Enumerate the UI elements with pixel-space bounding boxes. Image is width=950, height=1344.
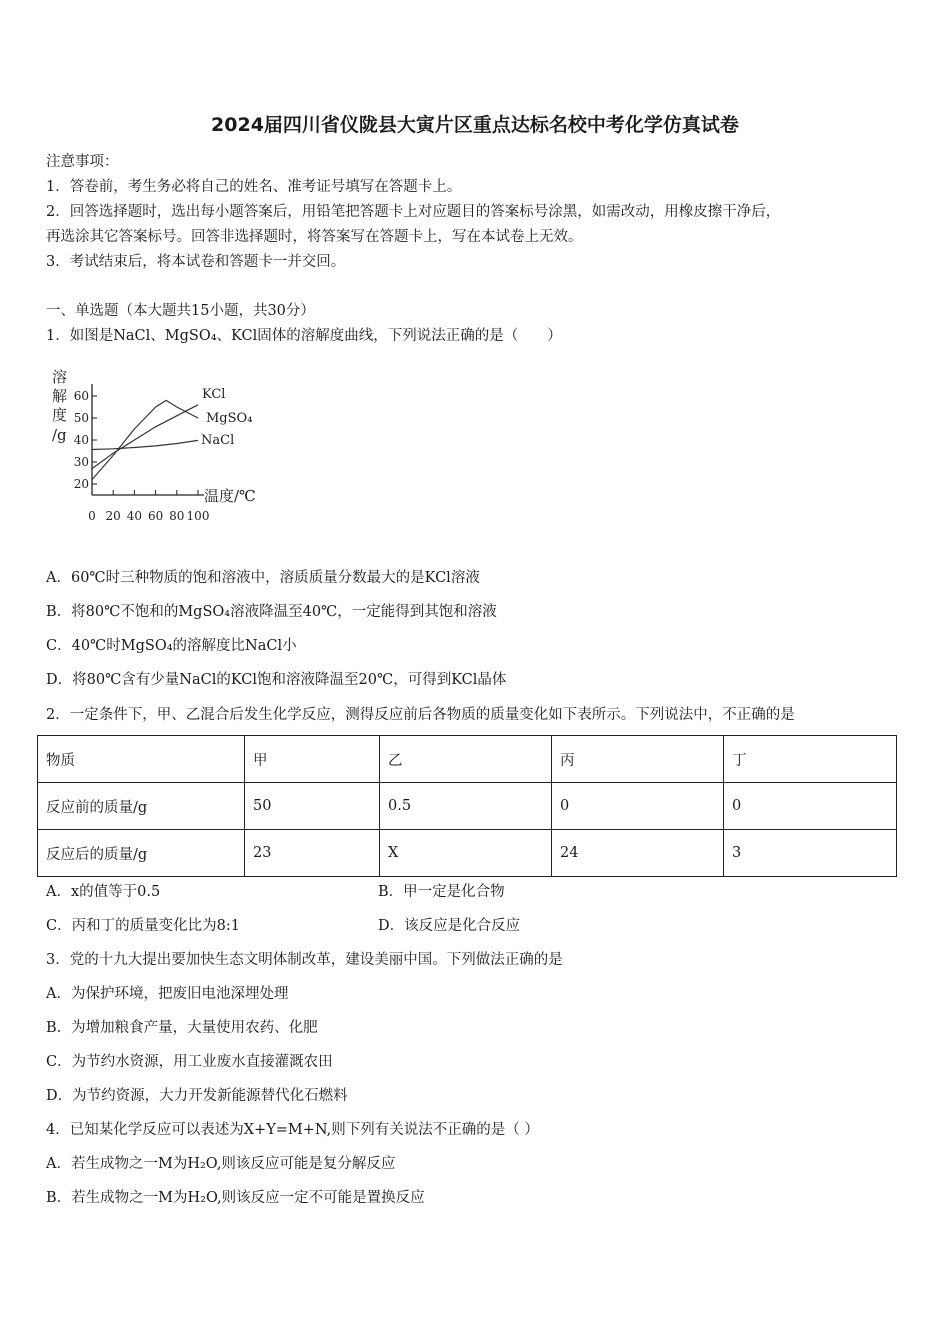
mgso4-curve xyxy=(92,400,198,479)
table-cell: 反应后的质量/g xyxy=(38,830,245,877)
series-label: MgSO₄ xyxy=(206,411,253,426)
y-tick-label: 40 xyxy=(73,433,89,447)
table-cell: 50 xyxy=(245,783,380,830)
q3-option-c: C．为节约水资源，用工业废水直接灌溉农田 xyxy=(46,1054,333,1070)
x-tick-label: 20 xyxy=(105,509,121,523)
q1-option-d: D．将80℃含有少量NaCl的KCl饱和溶液降温至20℃，可得到KCl晶体 xyxy=(46,672,507,688)
kcl-curve xyxy=(92,405,198,469)
y-tick-label: 30 xyxy=(73,455,89,469)
table-row xyxy=(38,736,897,783)
y-axis-label: /g xyxy=(52,426,67,444)
notice-item: 3．考试结束后，将本试卷和答题卡一并交回。 xyxy=(46,254,346,270)
q2-option-d: D．该反应是化合反应 xyxy=(378,918,521,934)
q2-option-b: B．甲一定是化合物 xyxy=(378,884,505,900)
q2-option-c: C．丙和丁的质量变化比为8:1 xyxy=(46,918,240,934)
mass-change-table xyxy=(37,735,897,877)
table-cell: 0 xyxy=(552,783,724,830)
nacl-curve xyxy=(92,440,198,449)
table-cell: X xyxy=(380,830,552,877)
x-tick-label: 0 xyxy=(88,509,96,523)
q3-option-a: A．为保护环境，把废旧电池深埋处理 xyxy=(46,986,289,1002)
table-cell: 乙 xyxy=(380,736,552,783)
y-tick-label: 20 xyxy=(73,477,89,491)
table-cell: 甲 xyxy=(245,736,380,783)
q3-option-b: B．为增加粮食产量，大量使用农药、化肥 xyxy=(46,1020,318,1036)
y-axis-label: 解 xyxy=(52,387,68,405)
q3-stem: 3．党的十九大提出要加快生态文明体制改革，建设美丽中国。下列做法正确的是 xyxy=(46,952,563,968)
q1-option-c: C．40℃时MgSO₄的溶解度比NaCl小 xyxy=(46,638,297,654)
x-tick-label: 40 xyxy=(126,509,143,523)
table-cell: 3 xyxy=(724,830,897,877)
table-cell: 24 xyxy=(552,830,724,877)
q1-stem: 1．如图是NaCl、MgSO₄、KCl固体的溶解度曲线，下列说法正确的是（ ） xyxy=(46,328,562,344)
q4-option-a: A．若生成物之一M为H₂O,则该反应可能是复分解反应 xyxy=(46,1156,396,1172)
series-label: NaCl xyxy=(201,433,235,448)
q4-stem: 4．已知某化学反应可以表述为X+Y=M+N,则下列有关说法不正确的是（ ） xyxy=(46,1122,539,1138)
notice-item: 再选涂其它答案标号。回答非选择题时，将答案写在答题卡上，写在本试卷上无效。 xyxy=(46,229,583,245)
table-row xyxy=(38,783,897,830)
table-cell: 反应前的质量/g xyxy=(38,783,245,830)
series-label: KCl xyxy=(202,387,226,402)
solubility-chart xyxy=(46,362,276,532)
section-heading: 一、单选题（本大题共15小题，共30分） xyxy=(46,303,315,319)
y-axis-label: 度 xyxy=(52,406,68,424)
q1-option-b: B．将80℃不饱和的MgSO₄溶液降温至40℃，一定能得到其饱和溶液 xyxy=(46,604,497,620)
x-tick-label: 60 xyxy=(147,509,164,523)
x-tick-label: 100 xyxy=(186,509,210,523)
table-row xyxy=(38,830,897,877)
table-cell: 0.5 xyxy=(380,783,552,830)
notice-item: 2．回答选择题时，选出每小题答案后，用铅笔把答题卡上对应题目的答案标号涂黑，如需改动，用橡皮擦干净后， xyxy=(46,204,781,220)
table-cell: 0 xyxy=(724,783,897,830)
x-axis-label: 温度/℃ xyxy=(204,487,256,505)
exam-title: 2024届四川省仪陇县大寅片区重点达标名校中考化学仿真试卷 xyxy=(211,114,739,136)
notice-item: 1．答卷前，考生务必将自己的姓名、准考证号填写在答题卡上。 xyxy=(46,179,462,195)
q1-option-a: A．60℃时三种物质的饱和溶液中，溶质质量分数最大的是KCl溶液 xyxy=(46,570,480,586)
table-cell: 物质 xyxy=(38,736,245,783)
x-tick-label: 80 xyxy=(169,509,185,523)
q2-stem: 2．一定条件下，甲、乙混合后发生化学反应，测得反应前后各物质的质量变化如下表所示。下列说法中，不正确的是 xyxy=(46,707,795,723)
q2-option-a: A．x的值等于0.5 xyxy=(46,884,161,900)
y-axis-label: 溶 xyxy=(52,368,68,386)
table-cell: 丙 xyxy=(552,736,724,783)
table-cell: 23 xyxy=(245,830,380,877)
q3-option-d: D．为节约资源，大力开发新能源替代化石燃料 xyxy=(46,1088,348,1104)
q4-option-b: B．若生成物之一M为H₂O,则该反应一定不可能是置换反应 xyxy=(46,1190,425,1206)
y-tick-label: 60 xyxy=(73,389,89,403)
notice-heading: 注意事项： xyxy=(46,154,119,170)
table-cell: 丁 xyxy=(724,736,897,783)
y-tick-label: 50 xyxy=(73,411,89,425)
